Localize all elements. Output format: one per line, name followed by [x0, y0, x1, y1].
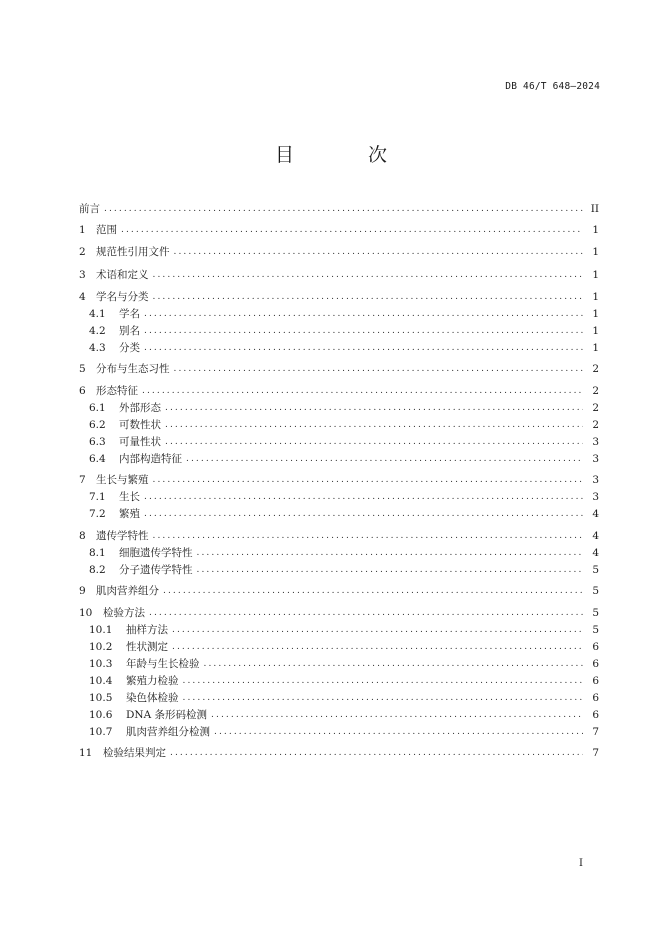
- page-title: 目 次: [274, 144, 422, 166]
- toc-dot-leader: [214, 724, 583, 740]
- toc-entry[interactable]: [79, 639, 599, 655]
- toc-entry-number: 7: [79, 474, 86, 486]
- toc-entry-label: 术语和定义: [96, 269, 149, 281]
- toc-entry[interactable]: [79, 417, 599, 433]
- toc-entry[interactable]: [79, 489, 599, 505]
- toc-entry-number: 4.2: [89, 325, 106, 337]
- toc-entry-label: 生长: [119, 491, 140, 503]
- toc-entry-page: 1: [592, 342, 599, 354]
- toc-entry-page: 1: [592, 269, 599, 281]
- toc-entry-page: 7: [592, 726, 599, 738]
- toc-entry[interactable]: [79, 222, 599, 238]
- toc-entry[interactable]: [79, 201, 599, 217]
- toc-entry-number: 6.3: [89, 436, 106, 448]
- toc-entry-label: 学名与分类: [96, 291, 149, 303]
- toc-dot-leader: [183, 673, 584, 689]
- toc-entry-page: 1: [592, 291, 599, 303]
- toc-entry-number: 6.4: [89, 453, 106, 465]
- toc-entry[interactable]: [79, 244, 599, 260]
- toc-entry-number: 6.1: [89, 402, 106, 414]
- toc-dot-leader: [153, 289, 584, 305]
- toc-dot-leader: [197, 545, 584, 561]
- toc-entry-page: 1: [592, 246, 599, 258]
- toc-entry-label: 别名: [119, 325, 140, 337]
- toc-entry-page: 3: [592, 436, 599, 448]
- toc-entry[interactable]: [79, 323, 599, 339]
- toc-entry-label: 繁殖: [119, 508, 140, 520]
- toc-entry-label: 生长与繁殖: [96, 474, 149, 486]
- toc-dot-leader: [174, 244, 584, 260]
- toc-dot-leader: [153, 472, 584, 488]
- toc-entry[interactable]: [79, 472, 599, 488]
- toc-entry-number: 8.2: [89, 564, 106, 576]
- toc-entry-number: 10.1: [89, 624, 113, 636]
- toc-entry-label: 肌肉营养组分检测: [126, 726, 210, 738]
- toc-entry-number: 10.6: [89, 709, 113, 721]
- toc-dot-leader: [172, 639, 583, 655]
- toc-entry-page: 5: [592, 585, 599, 597]
- toc-entry-number: 8.1: [89, 547, 106, 559]
- document-code: DB 46/T 648—2024: [505, 81, 600, 92]
- toc-entry[interactable]: [79, 724, 599, 740]
- toc-entry-page: 1: [592, 325, 599, 337]
- toc-entry-label: 分子遗传学特性: [119, 564, 193, 576]
- toc-entry-number: 10: [79, 607, 93, 619]
- toc-entry-page: 6: [592, 692, 599, 704]
- toc-entry-label: 可数性状: [119, 419, 161, 431]
- toc-entry[interactable]: [79, 673, 599, 689]
- toc-dot-leader: [197, 562, 584, 578]
- toc-entry-page: 7: [592, 747, 599, 759]
- toc-entry-page: 1: [592, 308, 599, 320]
- toc-entry-label: 细胞遗传学特性: [119, 547, 193, 559]
- toc-dot-leader: [121, 222, 583, 238]
- toc-entry-number: 7.2: [89, 508, 106, 520]
- toc-entry-label: 检验方法: [103, 607, 145, 619]
- toc-entry-number: 4.1: [89, 308, 106, 320]
- toc-dot-leader: [211, 707, 583, 723]
- toc-entry[interactable]: [79, 434, 599, 450]
- toc-entry-label: 肌肉营养组分: [96, 585, 159, 597]
- toc-dot-leader: [183, 690, 584, 706]
- toc-entry-page: 2: [592, 402, 599, 414]
- toc-entry-number: 8: [79, 530, 86, 542]
- toc-entry[interactable]: [79, 745, 599, 761]
- toc-entry-label: 范围: [96, 224, 117, 236]
- toc-dot-leader: [144, 340, 583, 356]
- toc-entry-label: 学名: [119, 308, 140, 320]
- toc-entry-label: 规范性引用文件: [96, 246, 170, 258]
- toc-entry-page: 5: [592, 564, 599, 576]
- toc-entry-label: 繁殖力检验: [126, 675, 179, 687]
- toc-dot-leader: [153, 528, 584, 544]
- toc-dot-leader: [165, 434, 583, 450]
- toc-entry[interactable]: [79, 383, 599, 399]
- toc-entry-number: 6.2: [89, 419, 106, 431]
- toc-entry-page: 2: [592, 385, 599, 397]
- toc-dot-leader: [204, 656, 584, 672]
- toc-entry-page: II: [590, 203, 599, 215]
- toc-entry-number: 10.3: [89, 658, 113, 670]
- toc-entry-page: 6: [592, 641, 599, 653]
- toc-entry-page: 3: [592, 453, 599, 465]
- toc-entry[interactable]: [79, 361, 599, 377]
- toc-entry-number: 10.5: [89, 692, 113, 704]
- toc-entry[interactable]: [79, 656, 599, 672]
- toc-entry-number: 7.1: [89, 491, 106, 503]
- toc-entry-number: 3: [79, 269, 86, 281]
- toc-entry-page: 2: [592, 419, 599, 431]
- toc-entry-label: DNA 条形码检测: [126, 709, 208, 721]
- toc-dot-leader: [144, 323, 583, 339]
- toc-entry-page: 2: [592, 363, 599, 375]
- toc-entry[interactable]: [79, 306, 599, 322]
- toc-entry-page: 4: [592, 547, 599, 559]
- toc-entry[interactable]: [79, 451, 599, 467]
- toc-entry-number: 6: [79, 385, 86, 397]
- toc-dot-leader: [165, 400, 583, 416]
- toc-entry-label: 性状测定: [126, 641, 168, 653]
- toc-entry-label: 分类: [119, 342, 140, 354]
- toc-entry-number: 1: [79, 224, 86, 236]
- toc-dot-leader: [149, 605, 583, 621]
- toc-entry[interactable]: [79, 583, 599, 599]
- toc-entry[interactable]: [79, 545, 599, 561]
- toc-entry-label: 遗传学特性: [96, 530, 149, 542]
- toc-entry-label: 年龄与生长检验: [126, 658, 200, 670]
- toc-entry[interactable]: [79, 340, 599, 356]
- toc-entry[interactable]: [79, 562, 599, 578]
- toc-entry-page: 1: [592, 224, 599, 236]
- toc-entry-page: 3: [592, 474, 599, 486]
- toc-entry-number: 2: [79, 246, 86, 258]
- toc-entry-label: 分布与生态习性: [96, 363, 170, 375]
- toc-entry-number: 4.3: [89, 342, 106, 354]
- toc-entry[interactable]: [79, 506, 599, 522]
- toc-dot-leader: [144, 506, 583, 522]
- toc-dot-leader: [144, 489, 583, 505]
- toc-dot-leader: [165, 417, 583, 433]
- toc-entry-number: 11: [79, 747, 93, 759]
- toc-entry-label: 抽样方法: [126, 624, 168, 636]
- toc-entry-number: 9: [79, 585, 86, 597]
- toc-entry-number: 10.4: [89, 675, 113, 687]
- toc-entry-label: 外部形态: [119, 402, 161, 414]
- page-number: I: [579, 858, 583, 869]
- toc-dot-leader: [104, 201, 583, 217]
- toc-dot-leader: [174, 361, 584, 377]
- toc-dot-leader: [186, 451, 583, 467]
- toc-dot-leader: [153, 267, 584, 283]
- toc-entry-number: 5: [79, 363, 86, 375]
- toc-entry-page: 5: [592, 607, 599, 619]
- toc-entry-page: 6: [592, 709, 599, 721]
- toc-entry-label: 染色体检验: [126, 692, 179, 704]
- toc-entry-page: 5: [592, 624, 599, 636]
- toc-entry-label: 形态特征: [96, 385, 138, 397]
- toc-entry-page: 4: [592, 508, 599, 520]
- toc-entry[interactable]: [79, 267, 599, 283]
- toc-entry-page: 3: [592, 491, 599, 503]
- toc-entry[interactable]: [79, 622, 599, 638]
- toc-entry[interactable]: [79, 605, 599, 621]
- toc-entry-label: 内部构造特征: [119, 453, 182, 465]
- toc-entry-number: 4: [79, 291, 86, 303]
- toc-entry[interactable]: [79, 707, 599, 723]
- toc-entry-label: 可量性状: [119, 436, 161, 448]
- toc-dot-leader: [163, 583, 583, 599]
- toc-entry-page: 6: [592, 658, 599, 670]
- toc-entry[interactable]: [79, 400, 599, 416]
- toc-dot-leader: [144, 306, 583, 322]
- toc-entry-page: 6: [592, 675, 599, 687]
- toc-dot-leader: [172, 622, 583, 638]
- toc-entry-number: 10.7: [89, 726, 113, 738]
- toc-entry[interactable]: [79, 690, 599, 706]
- toc-dot-leader: [142, 383, 583, 399]
- toc-entry-page: 4: [592, 530, 599, 542]
- toc-entry[interactable]: [79, 289, 599, 305]
- toc-entry[interactable]: [79, 528, 599, 544]
- toc-entry-number: 10.2: [89, 641, 113, 653]
- toc-entry-label: 检验结果判定: [103, 747, 166, 759]
- toc-dot-leader: [170, 745, 583, 761]
- toc-entry-label: 前言: [79, 203, 100, 215]
